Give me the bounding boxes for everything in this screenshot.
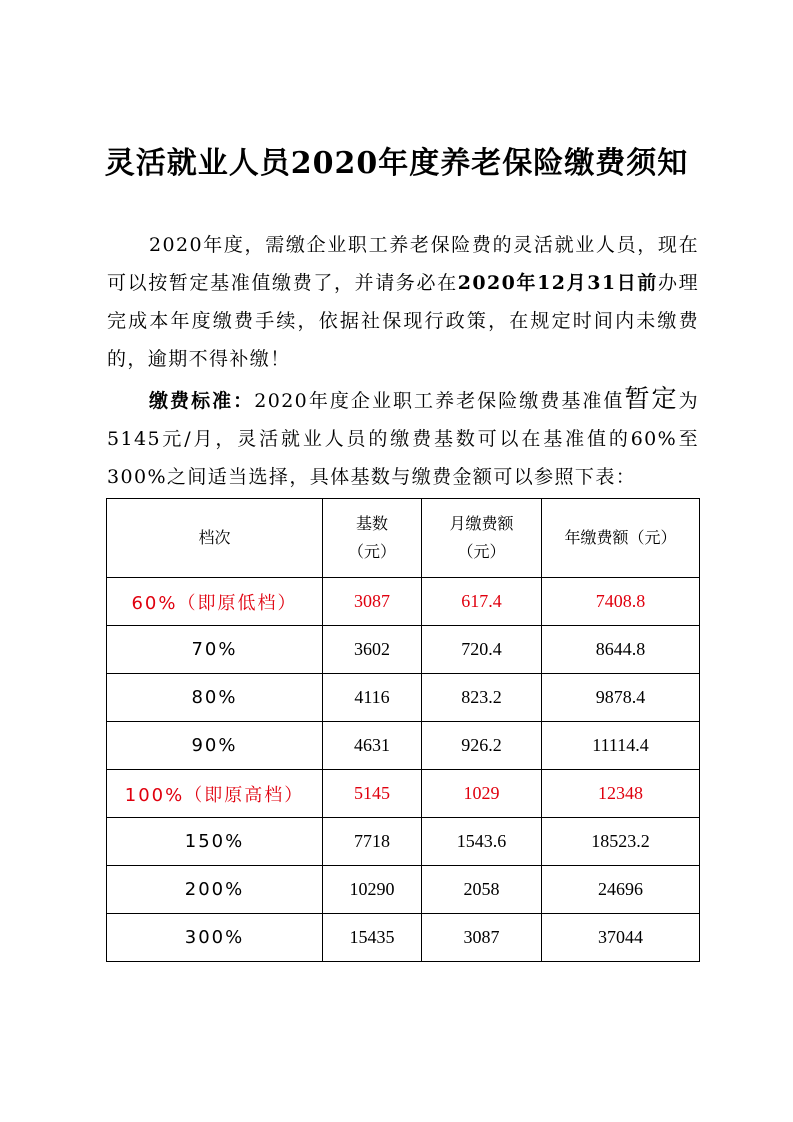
table-row [107,578,700,626]
notice-paragraph [107,226,699,378]
table-row [107,914,700,962]
monthly-cell: 2058 [422,866,542,914]
monthly-cell: 926.2 [422,722,542,770]
table-row [107,770,700,818]
table-body [107,578,700,962]
yearly-cell: 8644.8 [542,626,700,674]
yearly-cell: 9878.4 [542,674,700,722]
header-yearly: 年缴费额（元） [542,499,700,578]
monthly-cell: 1543.6 [422,818,542,866]
table-row [107,722,700,770]
header-monthly: 月缴费额 （元） [422,499,542,578]
table-row [107,674,700,722]
table-row [107,818,700,866]
notice-text-2: 办理完成本年度缴费手续，依据社保现行政策，在规定时间内未缴费的，逾期不得补缴！ [107,272,700,370]
yearly-cell: 18523.2 [542,818,700,866]
tentative-text: 暂定 [624,384,679,413]
monthly-cell: 720.4 [422,626,542,674]
monthly-cell: 3087 [422,914,542,962]
base-cell: 7718 [323,818,422,866]
base-cell: 4631 [323,722,422,770]
table-row [107,626,700,674]
base-cell: 15435 [323,914,422,962]
table-row [107,866,700,914]
base-cell: 5145 [323,770,422,818]
grade-cell: 300% [107,914,323,962]
yearly-cell: 24696 [542,866,700,914]
table-header-row [107,499,700,578]
grade-cell: 60%（即原低档） [107,578,323,626]
base-cell: 3087 [323,578,422,626]
base-cell: 3602 [323,626,422,674]
header-base: 基数 （元） [323,499,422,578]
yearly-cell: 12348 [542,770,700,818]
standard-paragraph [107,380,699,496]
deadline-text: 2020年12月31日前 [457,272,658,294]
grade-cell: 150% [107,818,323,866]
yearly-cell: 11114.4 [542,722,700,770]
yearly-cell: 7408.8 [542,578,700,626]
grade-cell: 70% [107,626,323,674]
grade-cell: 80% [107,674,323,722]
standard-label: 缴费标准： [149,390,255,412]
grade-cell: 90% [107,722,323,770]
notice-text-1: 2020年度，需缴企业职工养老保险费的灵活就业人员，现在可以按暂定基准值缴费了，并请务必在 [107,234,699,294]
fee-table [106,498,700,962]
page-title: 灵活就业人员2020年度养老保险缴费须知 [104,146,689,181]
header-grade: 档次 [107,499,323,578]
standard-text-2: 为5145元/月，灵活就业人员的缴费基数可以在基准值的60%至300%之间适当选择，具体基数与缴费金额可以参照下表： [107,390,699,488]
monthly-cell: 823.2 [422,674,542,722]
base-cell: 4116 [323,674,422,722]
grade-cell: 200% [107,866,323,914]
base-cell: 10290 [323,866,422,914]
standard-text-1: 2020年度企业职工养老保险缴费基准值 [254,390,625,412]
yearly-cell: 37044 [542,914,700,962]
monthly-cell: 1029 [422,770,542,818]
monthly-cell: 617.4 [422,578,542,626]
grade-cell: 100%（即原高档） [107,770,323,818]
